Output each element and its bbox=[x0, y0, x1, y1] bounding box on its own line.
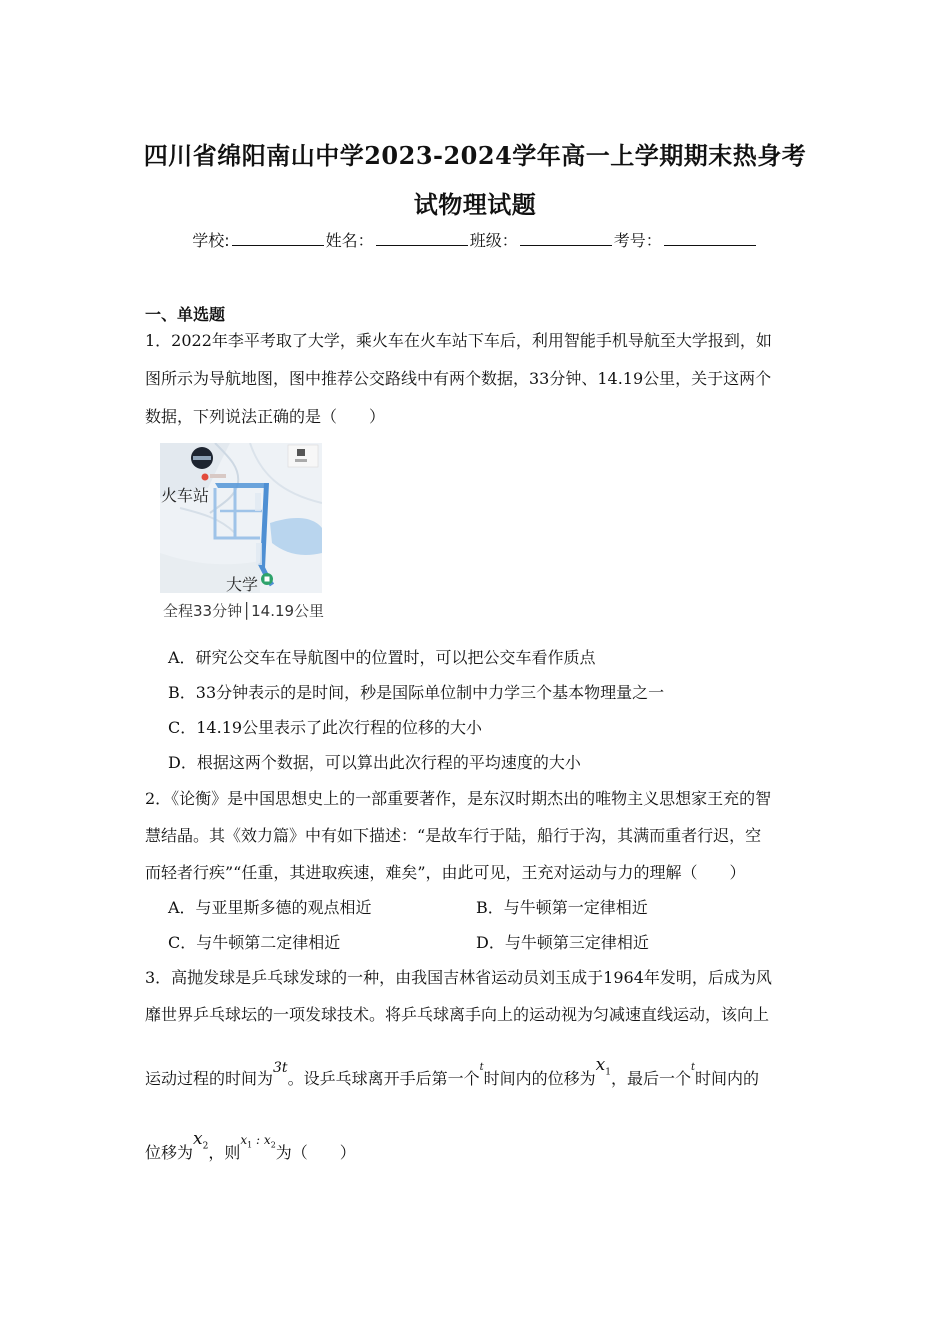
number-blank[interactable] bbox=[664, 231, 756, 246]
name-label: 姓名： bbox=[325, 231, 374, 250]
q3-var-x2-base: x bbox=[193, 1129, 203, 1149]
q1-option-c[interactable]: C．14.19公里表示了此次行程的位移的大小 bbox=[168, 718, 483, 737]
q3-var-t1: t bbox=[479, 1062, 484, 1073]
q3-line4-text-c: 为（ ） bbox=[275, 1143, 356, 1162]
q3-ratio-x2-sub: 2 bbox=[270, 1140, 276, 1150]
q3-var-x2 bbox=[193, 1129, 209, 1152]
q1-line2: 图所示为导航地图，图中推荐公交路线中有两个数据，33分钟、14.19公里，关于这两个 bbox=[145, 369, 772, 388]
name-blank[interactable] bbox=[376, 231, 468, 246]
q3-line2: 靡世界乒乓球坛的一项发球技术。将乒乓球离手向上的运动视为匀减速直线运动，该向上 bbox=[145, 1005, 770, 1024]
q3-line4-text-b: ，则 bbox=[208, 1143, 241, 1162]
exam-title-line1: 四川省绵阳南山中学2023-2024学年高一上学期期末热身考 bbox=[143, 141, 807, 170]
q3-line1: 3．高抛发球是乒乓球发球的一种，由我国吉林省运动员刘玉成于1964年发明，后成为风 bbox=[145, 968, 772, 987]
q1-option-d[interactable]: D．根据这两个数据，可以算出此次行程的平均速度的大小 bbox=[168, 753, 581, 772]
school-label: 学校: bbox=[192, 231, 230, 250]
q3-ratio-colon: : bbox=[252, 1133, 264, 1147]
number-label: 考号： bbox=[613, 231, 662, 250]
q2-line2: 慧结晶。其《效力篇》中有如下描述：“是故车行于陆，船行于沟，其满而重者行迟，空 bbox=[145, 826, 762, 845]
navigation-map-image bbox=[160, 443, 322, 593]
q3-line3 bbox=[145, 1055, 760, 1091]
q1-line1: 1．2022年李平考取了大学，乘火车在火车站下车后，利用智能手机导航至大学报到，如 bbox=[145, 331, 772, 350]
q3-line3-text-d: ，最后一个 bbox=[610, 1069, 691, 1088]
class-blank[interactable] bbox=[520, 231, 612, 246]
q3-var-t2: t bbox=[690, 1062, 695, 1073]
q1-option-a[interactable]: A．研究公交车在导航图中的位置时，可以把公交车看作质点 bbox=[168, 648, 596, 667]
q3-ratio-x1-sub: 1 bbox=[247, 1140, 253, 1150]
q3-line3-text-c: 时间内的位移为 bbox=[483, 1069, 596, 1088]
q3-line3-text-a: 运动过程的时间为 bbox=[145, 1069, 274, 1088]
map-station-label: 火车站 bbox=[161, 486, 210, 505]
section-heading: 一、单选题 bbox=[145, 305, 226, 324]
q3-var-x1 bbox=[595, 1055, 611, 1078]
q3-var-x2-sub: 2 bbox=[202, 1141, 209, 1152]
q3-line4 bbox=[145, 1129, 356, 1165]
q2-option-b[interactable]: B．与牛顿第一定律相近 bbox=[476, 898, 648, 917]
q2-option-a[interactable]: A．与亚里斯多德的观点相近 bbox=[168, 898, 372, 917]
q3-line3-text-e: 时间内的 bbox=[695, 1069, 760, 1088]
map-caption: 全程33分钟│14.19公里 bbox=[163, 602, 325, 620]
class-label: 班级： bbox=[469, 231, 518, 250]
q3-line3-text-b: 。设乒乓球离开手后第一个 bbox=[287, 1069, 480, 1088]
q3-var-x1-base: x bbox=[595, 1055, 606, 1075]
map-graphic bbox=[160, 443, 322, 593]
q2-option-d[interactable]: D．与牛顿第三定律相近 bbox=[476, 933, 649, 952]
exam-title-line2: 试物理试题 bbox=[413, 190, 537, 219]
q2-option-c[interactable]: C．与牛顿第二定律相近 bbox=[168, 933, 341, 952]
school-blank[interactable] bbox=[232, 231, 324, 246]
q3-line4-text-a: 位移为 bbox=[145, 1143, 194, 1162]
q3-var-x1-sub: 1 bbox=[605, 1067, 611, 1078]
student-info-row bbox=[0, 228, 950, 251]
q2-line1: 2．《论衡》是中国思想史上的一部重要著作，是东汉时期杰出的唯物主义思想家王充的智 bbox=[145, 789, 772, 808]
q3-ratio-x1: x bbox=[240, 1133, 248, 1147]
map-university-label: 大学 bbox=[226, 575, 259, 594]
q1-option-b[interactable]: B．33分钟表示的是时间，秒是国际单位制中力学三个基本物理量之一 bbox=[168, 683, 665, 702]
q3-ratio bbox=[240, 1133, 276, 1150]
q3-ratio-x2: x bbox=[263, 1133, 271, 1147]
q1-line3: 数据，下列说法正确的是（ ） bbox=[145, 407, 386, 426]
q2-line3: 而轻者行疾”“任重，其进取疾速，难矣”，由此可见，王充对运动与力的理解（ ） bbox=[145, 863, 746, 882]
q3-var-3t: 3t bbox=[273, 1060, 288, 1076]
